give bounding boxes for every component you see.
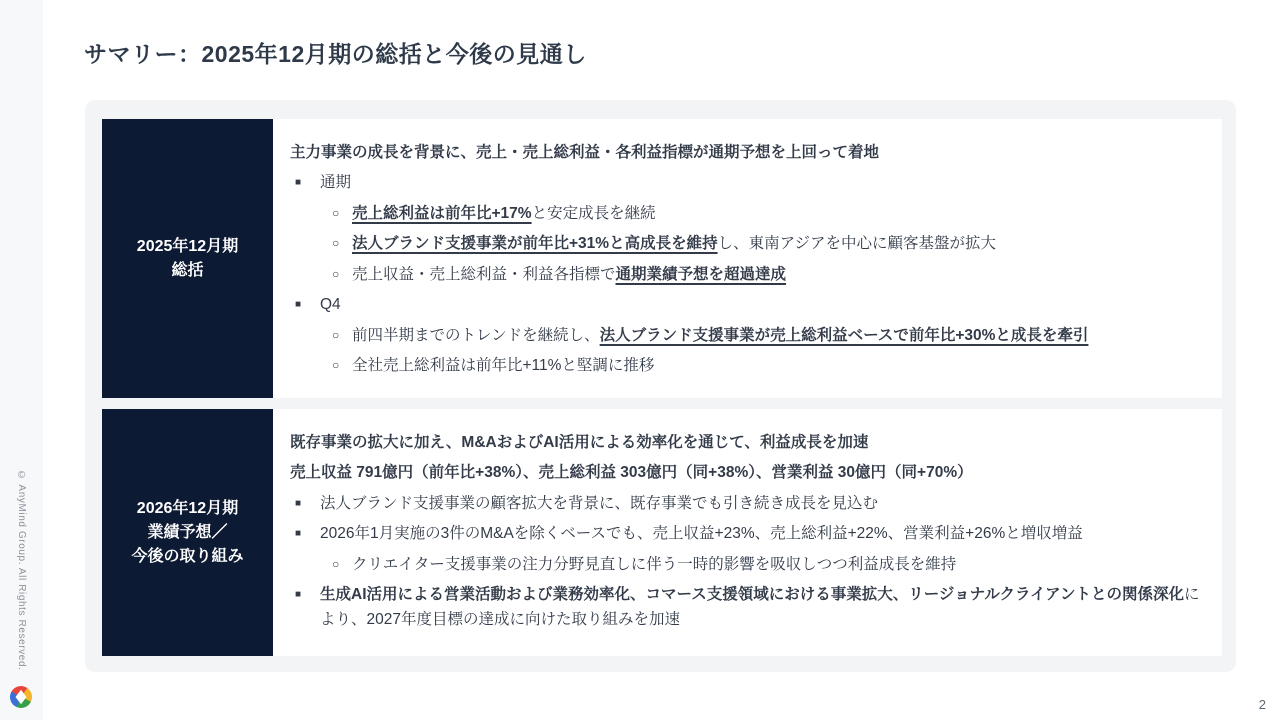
content-line [290,549,1202,580]
content-line [290,320,1202,351]
content-line-text [320,170,1202,195]
content-line [290,290,1202,321]
content-line [290,259,1202,290]
summary-table [85,100,1236,672]
content-line-text [290,460,1202,485]
row-header-cell [102,119,273,398]
table-row [102,409,1222,656]
text-segment: 既存事業の拡大に加え、M&AおよびAI活用による効率化を通じて、利益成長を加速 [290,433,869,451]
circle-bullet-icon: ○ [332,236,340,251]
row-header-line: 総括 [171,261,204,279]
table-row [102,119,1222,398]
row-content-cell [273,409,1222,656]
content-line [290,580,1202,636]
row-header-line: 今後の取り組み [131,547,244,565]
content-line-text [352,552,1202,577]
row-header-line: 2026年12月期 [136,499,239,517]
content-line [290,427,1202,458]
content-line-text [352,201,1202,226]
content-line-text [290,140,1202,165]
page-title: サマリー：2025年12月期の総括と今後の見通し [84,41,587,67]
page-number: 2 [1258,697,1266,712]
row-content-cell [273,119,1222,398]
logo-diamond-shape [16,690,27,705]
text-segment: により、2027年度目標の達成に向けた取り組みを加速 [320,586,1200,629]
circle-bullet-icon: ○ [332,266,340,281]
content-line-text [352,262,1202,287]
text-segment: 主力事業の成長を背景に、売上・売上総利益・各利益指標が通期予想を上回って着地 [290,143,880,161]
text-segment: 2026年1月実施の3件のM&Aを除くベースでも、売上収益+23%、売上総利益+22%、営業利益+26%と増収増益 [320,525,1083,543]
circle-bullet-icon: ○ [332,358,340,373]
content-line [290,519,1202,550]
text-segment: と安定成長を継続 [531,204,656,222]
text-segment: クリエイター支援事業の注力分野見直しに伴う一時的影響を吸収しつつ利益成長を維持 [352,555,957,573]
content-line-text [320,582,1202,632]
anymind-logo-icon [10,686,32,708]
content-line-text [352,231,1202,256]
content-line [290,168,1202,199]
content-line-text [320,521,1202,546]
content-line [290,229,1202,260]
left-sidebar [0,0,43,720]
content-line [290,351,1202,382]
text-segment: 生成AI活用による営業活動および業務効率化、コマース支援領域における事業拡大、リージョナルクライアントとの関係深化 [320,586,1184,604]
row-header-line: 2025年12月期 [136,237,239,255]
content-line [290,137,1202,168]
square-bullet-icon: ■ [295,528,302,540]
text-segment: 売上収益 791億円（前年比+38%）、売上総利益 303億円（同+38%）、営業利益 30億円（同+70%） [290,464,973,482]
square-bullet-icon: ■ [295,299,302,311]
text-segment: 通期業績予想を超過達成 [615,265,787,283]
copyright-text: © AnyMind Group. All Rights Reserved. [16,469,27,670]
circle-bullet-icon: ○ [332,327,340,342]
text-segment: 通期 [320,174,352,192]
content-line [290,488,1202,519]
square-bullet-icon: ■ [295,497,302,509]
text-segment: 法人ブランド支援事業の顧客拡大を背景に、既存事業でも引き続き成長を見込む [320,494,879,512]
text-segment: 売上収益・売上総利益・利益各指標で [352,265,616,283]
circle-bullet-icon: ○ [332,205,340,220]
text-segment: 売上総利益は前年比+17% [352,204,532,222]
text-segment: Q4 [320,296,341,314]
text-segment: 前四半期までのトレンドを継続し、 [352,326,600,344]
content-line-text [352,353,1202,378]
content-line-text [320,491,1202,516]
square-bullet-icon: ■ [295,177,302,189]
text-segment: し、東南アジアを中心に顧客基盤が拡大 [717,235,996,253]
text-segment: 全社売上総利益は前年比+11%と堅調に推移 [352,357,655,375]
content-line-text [320,292,1202,317]
content-line [290,198,1202,229]
content-line [290,458,1202,489]
row-header-cell [102,409,273,656]
text-segment: 法人ブランド支援事業が売上総利益ベースで前年比+30%と成長を牽引 [599,326,1089,344]
square-bullet-icon: ■ [295,589,302,601]
content-line-text [352,323,1202,348]
content-line-text [290,430,1202,455]
circle-bullet-icon: ○ [332,556,340,571]
text-segment: 法人ブランド支援事業が前年比+31%と高成長を維持 [352,235,718,253]
row-header-line: 業績予想／ [147,523,228,541]
